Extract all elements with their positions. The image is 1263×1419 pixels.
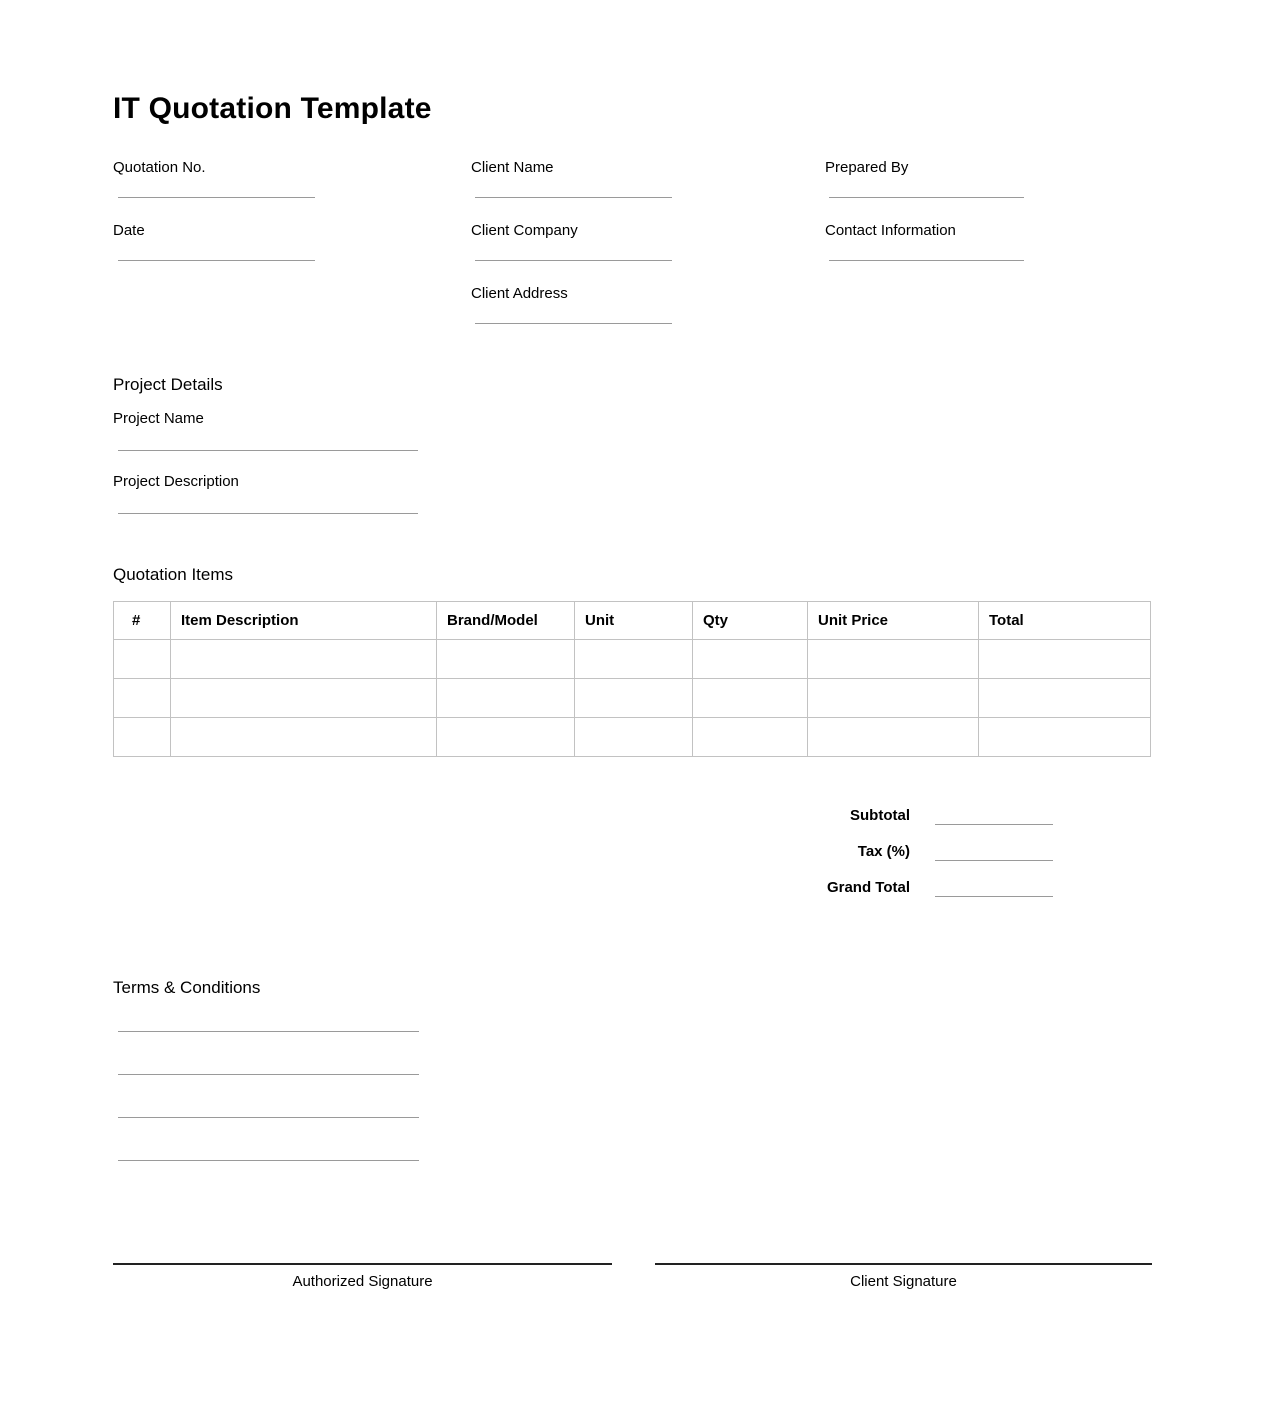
subtotal-label: Subtotal xyxy=(850,807,910,824)
field-project-description xyxy=(113,473,419,514)
client-signature-area[interactable] xyxy=(655,1263,1152,1291)
field-client-address xyxy=(471,285,673,324)
tax-input-line[interactable] xyxy=(935,842,1053,861)
client-signature-label: Client Signature xyxy=(850,1273,957,1290)
terms-line-4[interactable] xyxy=(118,1160,419,1161)
tax-label: Tax (%) xyxy=(857,843,910,860)
subtotal-input-line[interactable] xyxy=(935,806,1053,825)
client-address-label: Client Address xyxy=(471,285,568,302)
terms-conditions-heading: Terms & Conditions xyxy=(113,978,261,997)
client-address-input-line[interactable] xyxy=(475,323,672,324)
grand-total-input-line[interactable] xyxy=(935,878,1053,897)
column-header-number: # xyxy=(114,602,171,640)
items-header-row xyxy=(114,602,1151,640)
column-header-unit-price: Unit Price xyxy=(808,602,979,640)
item-cell[interactable] xyxy=(437,640,575,679)
item-cell[interactable] xyxy=(171,679,437,718)
column-header-unit: Unit xyxy=(575,602,693,640)
item-cell[interactable] xyxy=(171,640,437,679)
item-cell[interactable] xyxy=(575,718,693,757)
item-cell[interactable] xyxy=(114,640,171,679)
totals-tax-row xyxy=(700,842,1055,862)
column-header-total: Total xyxy=(979,602,1151,640)
field-prepared-by xyxy=(825,159,1027,198)
item-cell[interactable] xyxy=(808,640,979,679)
authorized-signature-area[interactable] xyxy=(113,1263,612,1291)
column-header-qty: Qty xyxy=(693,602,808,640)
project-description-label: Project Description xyxy=(113,473,239,490)
project-name-input-line[interactable] xyxy=(118,450,418,451)
totals-subtotal-row xyxy=(700,806,1055,826)
column-header-item-description: Item Description xyxy=(171,602,437,640)
field-client-company xyxy=(471,222,673,261)
quotation-items-heading: Quotation Items xyxy=(113,565,234,584)
item-row xyxy=(114,679,1151,718)
project-details-heading: Project Details xyxy=(113,375,223,394)
item-cell[interactable] xyxy=(808,679,979,718)
field-date xyxy=(113,222,315,261)
item-cell[interactable] xyxy=(575,679,693,718)
date-label: Date xyxy=(113,222,145,239)
item-cell[interactable] xyxy=(979,718,1151,757)
item-cell[interactable] xyxy=(437,679,575,718)
client-company-input-line[interactable] xyxy=(475,260,672,261)
authorized-signature-label: Authorized Signature xyxy=(292,1273,433,1290)
item-cell[interactable] xyxy=(171,718,437,757)
item-cell[interactable] xyxy=(979,640,1151,679)
field-project-name xyxy=(113,410,419,451)
page-title: IT Quotation Template xyxy=(113,92,432,125)
item-row xyxy=(114,718,1151,757)
item-cell[interactable] xyxy=(114,718,171,757)
date-input-line[interactable] xyxy=(118,260,315,261)
field-client-name xyxy=(471,159,673,198)
project-description-input-line[interactable] xyxy=(118,513,418,514)
item-cell[interactable] xyxy=(693,718,808,757)
client-name-input-line[interactable] xyxy=(475,197,672,198)
contact-information-input-line[interactable] xyxy=(829,260,1024,261)
client-name-label: Client Name xyxy=(471,159,554,176)
column-header-brand-model: Brand/Model xyxy=(437,602,575,640)
quotation-no-input-line[interactable] xyxy=(118,197,315,198)
field-contact-information xyxy=(825,222,1027,261)
terms-line-2[interactable] xyxy=(118,1074,419,1075)
terms-line-1[interactable] xyxy=(118,1031,419,1032)
item-cell[interactable] xyxy=(114,679,171,718)
field-quotation-no xyxy=(113,159,315,198)
item-cell[interactable] xyxy=(979,679,1151,718)
item-cell[interactable] xyxy=(693,679,808,718)
item-cell[interactable] xyxy=(575,640,693,679)
totals-grand-total-row xyxy=(700,878,1055,898)
item-row xyxy=(114,640,1151,679)
quotation-items-table xyxy=(113,601,1151,757)
client-company-label: Client Company xyxy=(471,222,578,239)
project-name-label: Project Name xyxy=(113,410,204,427)
item-cell[interactable] xyxy=(693,640,808,679)
prepared-by-label: Prepared By xyxy=(825,159,909,176)
contact-information-label: Contact Information xyxy=(825,222,956,239)
item-cell[interactable] xyxy=(437,718,575,757)
terms-line-3[interactable] xyxy=(118,1117,419,1118)
quotation-no-label: Quotation No. xyxy=(113,159,206,176)
grand-total-label: Grand Total xyxy=(826,879,910,896)
item-cell[interactable] xyxy=(808,718,979,757)
prepared-by-input-line[interactable] xyxy=(829,197,1024,198)
